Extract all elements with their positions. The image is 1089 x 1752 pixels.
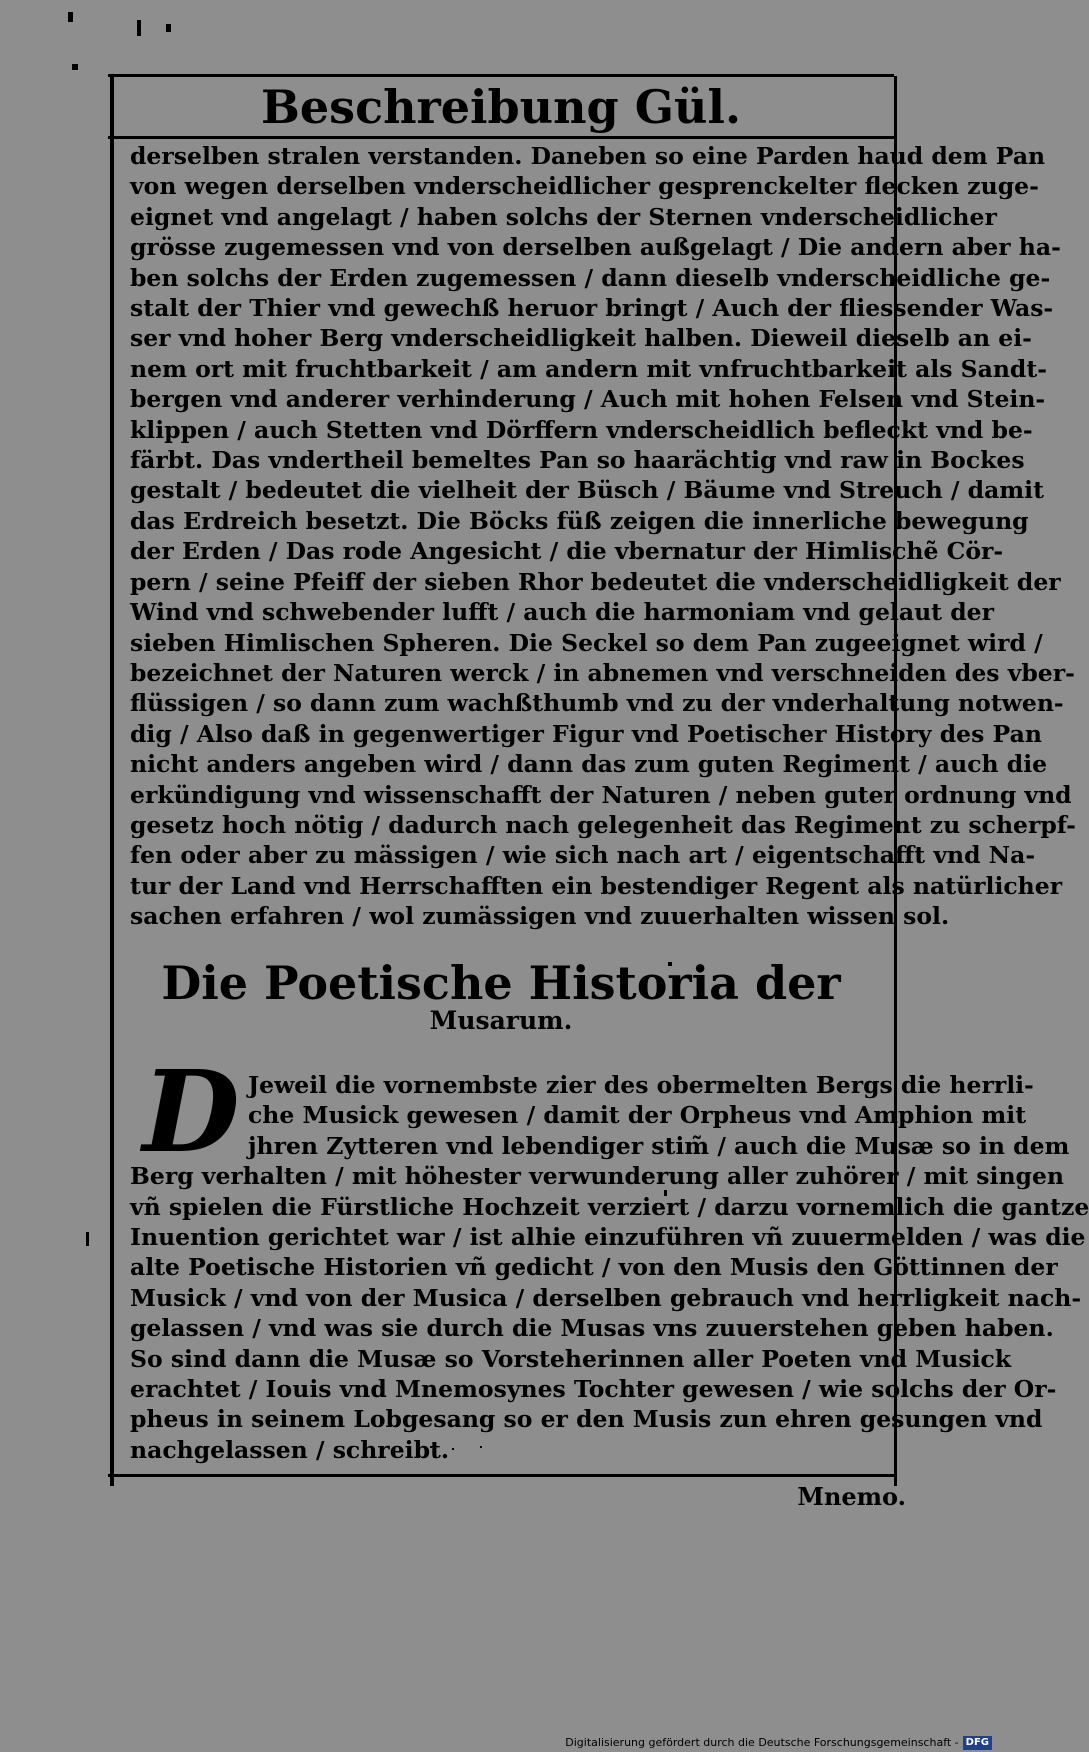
text-line: Jeweil die vornembste zier des obermelten Bergs die herrli-: [248, 1071, 1034, 1099]
text-line: flüssigen / so dann zum wachßthumb vnd zu der vnderhaltung notwen-: [130, 689, 1064, 718]
text-line: gestalt / bedeutet die vielheit der Büsch / Bäume vnd Streuch / damit: [130, 476, 1044, 505]
text-line: Wind vnd schwebender lufft / auch die harmoniam vnd gelaut der: [130, 598, 994, 627]
text-line: nachgelassen / schreibt.: [130, 1435, 450, 1464]
catchword: Mnemo.: [797, 1482, 906, 1511]
text-line: klippen / auch Stetten vnd Dörffern vnderscheidlich befleckt vnd be-: [130, 415, 1033, 444]
dfg-logo: DFG: [963, 1736, 992, 1750]
text-line: eignet vnd angelagt / haben solchs der Sternen vnderscheidlicher: [130, 202, 997, 231]
title-rule: [108, 136, 894, 139]
text-line: alte Poetische Historien vñ gedicht / von den Musis den Göttinnen der: [130, 1253, 1058, 1282]
text-line: das Erdreich besetzt. Die Böcks füß zeigen die innerliche bewegung: [130, 506, 1029, 535]
text-line: sachen erfahren / wol zumässigen vnd zuuerhalten wissen sol.: [130, 902, 950, 931]
text-line: dig / Also daß in gegenwertiger Figur vnd Poetischer History des Pan: [130, 719, 1042, 748]
text-line: tur der Land vnd Herrschafften ein bestendiger Regent als natürlicher: [130, 871, 1063, 900]
section-heading: Die Poetische Historia der: [161, 956, 841, 1010]
running-head: Beschreibung Gül.: [261, 80, 741, 134]
text-line: Berg verhalten / mit höhester verwunderung aller zuhörer / mit singen: [130, 1162, 1065, 1191]
text-line: bergen vnd anderer verhinderung / Auch mit hohen Felsen vnd Stein-: [130, 385, 1046, 414]
text-line: erkündigung vnd wissenschafft der Naturen / neben guter ordnung vnd: [130, 780, 1072, 809]
text-line: derselben stralen verstanden. Daneben so eine Parden haud dem Pan: [130, 142, 1046, 170]
text-line: Inuention gerichtet war / ist alhie einzuführen vñ zuuermelden / was die: [130, 1223, 1086, 1252]
text-line: grösse zugemessen vnd von derselben außgelagt / Die andern aber ha-: [130, 233, 1061, 262]
text-line: ser vnd hoher Berg vnderscheidligkeit halben. Dieweil dieselb an ei-: [130, 324, 1032, 353]
footer-credit-text: Digitalisierung gefördert durch die Deutsche Forschungsgemeinschaft -: [565, 1736, 959, 1749]
body-text-block-a: [130, 141, 1076, 932]
frame-top-rule: [108, 74, 894, 77]
text-line: vñ spielen die Fürstliche Hochzeit verziert / darzu vornemlich die gantze: [130, 1192, 1089, 1221]
text-line: bezeichnet der Naturen werck / in abnemen vnd verschneiden des vber-: [130, 658, 1075, 687]
text-line: erachtet / Iouis vnd Mnemosynes Tochter gewesen / wie solchs der Or-: [130, 1375, 1057, 1404]
body-text-block-b: [130, 1070, 1089, 1465]
text-line: gelassen / vnd was sie durch die Musas vns zuuerstehen geben haben.: [130, 1314, 1054, 1343]
text-line: der Erden / Das rode Angesicht / die vbernatur der Himlischẽ Cör-: [130, 537, 1004, 566]
text-line: fen oder aber zu mässigen / wie sich nach art / eigentschafft vnd Na-: [130, 841, 1036, 870]
text-line: Musick / vnd von der Musica / derselben gebrauch vnd herrligkeit nach-: [130, 1283, 1082, 1312]
text-line: So sind dann die Musæ so Vorsteherinnen aller Poeten vnd Musick: [130, 1344, 1012, 1373]
text-line: pern / seine Pfeiff der sieben Rhor bedeutet die vnderscheidligkeit der: [130, 567, 1061, 596]
text-line: färbt. Das vndertheil bemeltes Pan so haarächtig vnd raw in Bockes: [130, 446, 1025, 475]
drop-cap-initial: D: [142, 1047, 240, 1178]
footer-credit: [565, 1734, 992, 1752]
frame-bottom-rule: [108, 1474, 894, 1477]
text-line: gesetz hoch nötig / dadurch nach gelegenheit das Regiment zu scherpf-: [130, 810, 1076, 839]
text-line: nem ort mit fruchtbarkeit / am andern mit vnfruchtbarkeit als Sandt-: [130, 354, 1047, 383]
text-line: von wegen derselben vnderscheidlicher gesprenckelter flecken zuge-: [130, 172, 1039, 201]
text-line: jhren Zytteren vnd lebendiger stim̃ / auch die Musæ so in dem: [248, 1131, 1070, 1160]
text-line: stalt der Thier vnd gewechß heruor bringt / Auch der fliessender Was-: [130, 294, 1054, 323]
text-line: nicht anders angeben wird / dann das zum guten Regiment / auch die: [130, 750, 1048, 779]
text-line: sieben Himlischen Spheren. Die Seckel so dem Pan zugeeignet wird /: [130, 628, 1043, 657]
section-subheading: Musarum.: [429, 1006, 573, 1035]
text-line: che Musick gewesen / damit der Orpheus vnd Amphion mit: [248, 1101, 1027, 1130]
text-line: pheus in seinem Lobgesang so er den Musis zun ehren gesungen vnd: [130, 1405, 1043, 1434]
text-line: ben solchs der Erden zugemessen / dann dieselb vnderscheidliche ge-: [130, 263, 1051, 292]
